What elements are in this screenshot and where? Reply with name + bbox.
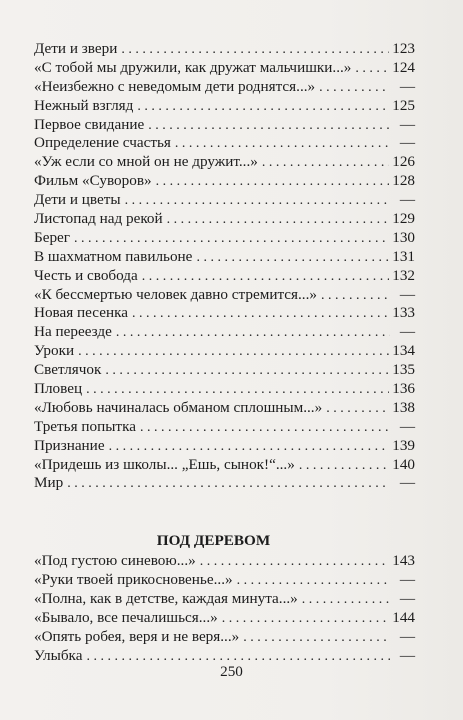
toc-entry xyxy=(34,59,415,78)
toc-entry-title: «Полна, как в детстве, каждая минута...» xyxy=(34,590,298,608)
toc-list-bottom xyxy=(34,552,415,665)
dot-leader xyxy=(167,211,390,230)
toc-entry-title: В шахматном павильоне xyxy=(34,247,193,265)
toc-entry-title: «Неизбежно с неведомым дети роднятся...» xyxy=(34,77,316,95)
toc-entry-title: Листопад над рекой xyxy=(34,210,163,228)
toc-entry-title: «С тобой мы дружили, как дружат мальчишки...» xyxy=(34,58,352,76)
toc-entry xyxy=(34,609,415,628)
toc-entry-title: Определение счастья xyxy=(34,134,171,152)
toc-entry-page: 131 xyxy=(392,247,415,265)
dot-leader xyxy=(86,381,389,400)
toc-entry-page: — xyxy=(399,323,415,341)
section-spacer xyxy=(34,493,415,530)
toc-entry xyxy=(34,571,415,590)
toc-entry xyxy=(34,153,415,172)
dot-leader xyxy=(74,230,389,249)
toc-entry xyxy=(34,399,415,418)
toc-entry-title: Пловец xyxy=(34,380,83,398)
toc-entry-page: — xyxy=(399,627,415,645)
dot-leader xyxy=(142,268,389,287)
toc-entry-title: «Бывало, все печалишься...» xyxy=(34,609,218,627)
dot-leader xyxy=(121,41,389,60)
dot-leader xyxy=(319,79,390,98)
toc-entry xyxy=(34,418,415,437)
dot-leader xyxy=(67,475,390,494)
toc-entry xyxy=(34,40,415,59)
toc-entry-title: «Придешь из школы... „Ешь, сынок!“...» xyxy=(34,455,295,473)
toc-entry-page: 140 xyxy=(392,455,415,473)
toc-entry-page: 126 xyxy=(392,153,415,171)
toc-entry-page: 124 xyxy=(392,58,415,76)
toc-entry xyxy=(34,78,415,97)
toc-entry-title: На переезде xyxy=(34,323,112,341)
toc-entry-title: Нежный взгляд xyxy=(34,96,134,114)
toc-entry xyxy=(34,380,415,399)
toc-entry-page: — xyxy=(399,134,415,152)
toc-entry-page: 125 xyxy=(392,96,415,114)
toc-entry-page: — xyxy=(399,590,415,608)
dot-leader xyxy=(125,192,390,211)
toc-entry-page: — xyxy=(399,646,415,664)
dot-leader xyxy=(196,249,389,268)
dot-leader xyxy=(140,419,390,438)
toc-entry xyxy=(34,628,415,647)
toc-entry xyxy=(34,456,415,475)
dot-leader xyxy=(175,135,390,154)
dot-leader xyxy=(200,553,390,572)
dot-leader xyxy=(116,324,390,343)
dot-leader xyxy=(78,343,389,362)
toc-entry-page: — xyxy=(399,417,415,435)
toc-entry-title: «К бессмертью человек давно стремится...» xyxy=(34,285,317,303)
dot-leader xyxy=(299,457,389,476)
section-heading: ПОД ДЕРЕВОМ xyxy=(156,532,271,550)
toc-entry xyxy=(34,134,415,153)
dot-leader xyxy=(243,629,390,648)
dot-leader xyxy=(132,305,389,324)
toc-entry-page: 129 xyxy=(392,210,415,228)
toc-entry-title: Третья попытка xyxy=(34,417,136,435)
toc-entry-page: 128 xyxy=(392,172,415,190)
toc-list-top xyxy=(34,40,415,493)
dot-leader xyxy=(237,572,390,591)
toc-entry-page: 132 xyxy=(392,266,415,284)
toc-entry-page: 134 xyxy=(392,342,415,360)
toc-entry xyxy=(34,210,415,229)
toc-entry-page: — xyxy=(399,191,415,209)
dot-leader xyxy=(326,400,389,419)
toc-entry xyxy=(34,361,415,380)
toc-entry xyxy=(34,590,415,609)
toc-entry-title: «Под густою синевою...» xyxy=(34,552,196,570)
toc-entry xyxy=(34,286,415,305)
toc-entry-page: — xyxy=(399,115,415,133)
toc-entry xyxy=(34,267,415,286)
dot-leader xyxy=(156,173,390,192)
toc-entry-title: Новая песенка xyxy=(34,304,128,322)
toc-entry-title: Берег xyxy=(34,228,71,246)
toc-entry-title: Уроки xyxy=(34,342,75,360)
dot-leader xyxy=(105,362,389,381)
toc-entry-page: 136 xyxy=(392,380,415,398)
toc-entry xyxy=(34,474,415,493)
toc-entry-title: Дети и звери xyxy=(34,40,118,57)
toc-entry xyxy=(34,97,415,116)
dot-leader xyxy=(137,98,389,117)
toc-entry-title: Дети и цветы xyxy=(34,191,121,209)
toc-entry-title: Первое свидание xyxy=(34,115,145,133)
toc-entry-title: «Любовь начиналась обманом сплошным...» xyxy=(34,398,323,416)
toc-entry-title: Честь и свобода xyxy=(34,266,138,284)
toc-entry xyxy=(34,552,415,571)
toc-entry-page: 138 xyxy=(392,398,415,416)
toc-entry-title: Светлячок xyxy=(34,361,102,379)
dot-leader xyxy=(321,287,390,306)
toc-entry-page: 123 xyxy=(392,40,415,57)
dot-leader xyxy=(109,438,390,457)
toc-entry xyxy=(34,437,415,456)
dot-leader xyxy=(302,591,390,610)
toc-entry-title: «Уж если со мной он не дружит...» xyxy=(34,153,258,171)
toc-entry-title: Фильм «Суворов» xyxy=(34,172,152,190)
toc-entry xyxy=(34,248,415,267)
toc-entry-title: «Опять робея, веря и не веря...» xyxy=(34,627,240,645)
page-number: 250 xyxy=(220,663,243,680)
toc-entry-page: 133 xyxy=(392,304,415,322)
toc-entry-page: — xyxy=(399,571,415,589)
toc-entry xyxy=(34,342,415,361)
toc-entry-page: 130 xyxy=(392,228,415,246)
toc-entry xyxy=(34,116,415,135)
toc-entry-page: — xyxy=(399,285,415,303)
toc-entry-page: 135 xyxy=(392,361,415,379)
dot-leader xyxy=(355,60,389,79)
table-of-contents xyxy=(34,40,415,666)
toc-entry-title: «Руки твоей прикосновенье...» xyxy=(34,571,233,589)
dot-leader xyxy=(222,610,390,629)
dot-leader xyxy=(262,154,389,173)
toc-entry-title: Мир xyxy=(34,474,64,492)
toc-entry xyxy=(34,229,415,248)
toc-entry xyxy=(34,191,415,210)
toc-entry-page: 139 xyxy=(392,436,415,454)
toc-entry xyxy=(34,304,415,323)
toc-entry-page: — xyxy=(399,77,415,95)
toc-entry-page: 144 xyxy=(392,609,415,627)
toc-entry-page: — xyxy=(399,474,415,492)
toc-entry-page: 143 xyxy=(392,552,415,570)
toc-entry-title: Признание xyxy=(34,436,105,454)
toc-entry xyxy=(34,172,415,191)
dot-leader xyxy=(148,117,390,136)
toc-entry xyxy=(34,323,415,342)
toc-entry-title: Улыбка xyxy=(34,646,83,664)
